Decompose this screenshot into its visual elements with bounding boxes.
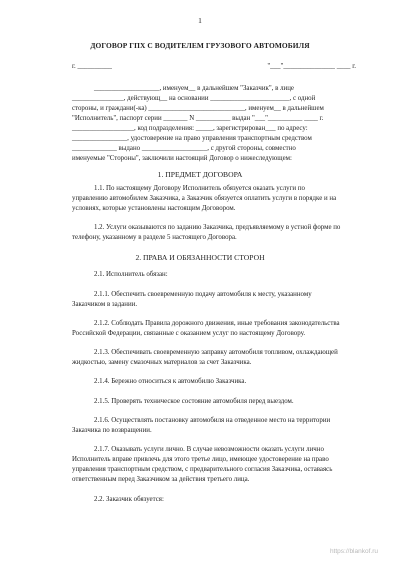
clause-2-1-2: 2.1.2. Соблюдать Правила дорожного движения, иные требования законодательства	[94, 320, 340, 327]
clause-1-2: телефону, указанному в разделе 5 настоящего Договора.	[72, 234, 237, 241]
clause-2-1-4: 2.1.4. Бережно относиться к автомобилю Заказчика.	[94, 378, 247, 385]
preamble-line: __________________, код подразделения: _____, зарегистрирован___ по адресу:	[72, 125, 308, 132]
clause-1-1: условиях, которые установлены настоящим Договором.	[72, 205, 236, 212]
clause-2-1-6: Заказчика по возвращении.	[72, 427, 152, 434]
watermark: https://blankof.ru	[329, 548, 378, 555]
clause-1-1: 1.1. По настоящему Договору Исполнитель обязуется оказать услуги по	[94, 185, 305, 192]
preamble-line: ________________, удостоверение на право управления транспортным средством	[72, 135, 312, 142]
clause-2-1-1: 2.1.1. Обеспечить своевременную подачу автомобиля к месту, указанному	[94, 291, 312, 298]
clause-2-1-5: 2.1.5. Проверять техническое состояние автомобиля перед выездом.	[94, 398, 294, 405]
section-2-heading: 2. ПРАВА И ОБЯЗАННОСТИ СТОРОН	[135, 253, 265, 262]
section-1-heading: 1. ПРЕДМЕТ ДОГОВОРА	[157, 170, 243, 179]
clause-2-1-7: 2.1.7. Оказывать услуги лично. В случае невозможности оказать услуги лично	[94, 446, 324, 453]
city-line: г. __________	[72, 63, 112, 70]
preamble-line: ___________________, именуем__ в дальнейшем "Заказчик", в лице	[94, 85, 294, 92]
clause-2-1: 2.1. Исполнитель обязан:	[94, 271, 168, 278]
clause-2-1-6: 2.1.6. Осуществлять постановку автомобиля на отведенное место на территории	[94, 417, 331, 424]
preamble-line: _______________, действующ__ на основании _______________________, с одной	[72, 95, 316, 102]
date-line: "___"_______________ ____ г.	[267, 63, 356, 70]
clause-1-1: управлению автомобилем Заказчика, а Заказчик обязуется оплатить услуги в порядке и на	[72, 195, 337, 202]
preamble-line: стороны, и граждани(-ка) ____________________________, именуем__ в дальнейшем	[72, 105, 324, 112]
document-title: ДОГОВОР ГПХ С ВОДИТЕЛЕМ ГРУЗОВОГО АВТОМОБИЛЯ	[90, 41, 310, 50]
preamble-line: _____________ выдано ___________________, с другой стороны, совместно	[72, 145, 296, 152]
clause-2-1-1: Заказчиком в задании.	[72, 301, 138, 308]
clause-2-1-7: управления транспортным средством, с предварительного согласия Заказчика, оставаясь	[72, 466, 333, 473]
clause-2-2: 2.2. Заказчик обязуется:	[94, 496, 164, 503]
preamble-line: "Исполнитель", паспорт серии _______ N __________ выдан "___"__________ ____ г.	[72, 115, 324, 122]
clause-2-1-7: ответственным перед Заказчиком за действия третьего лица.	[72, 476, 250, 483]
page-number: 1	[198, 16, 202, 25]
preamble-line: именуемые "Стороны", заключили настоящий Договор о нижеследующем:	[72, 155, 292, 162]
clause-2-1-2: Российской Федерации, связанные с оказанием услуг по настоящему Договору.	[72, 330, 306, 337]
clause-2-1-3: 2.1.3. Обеспечивать своевременную заправку автомобиля топливом, охлаждающей	[94, 349, 338, 356]
clause-2-1-3: жидкостью, замену смазочных материалов за счет Заказчика.	[72, 359, 252, 366]
clause-1-2: 1.2. Услуги оказываются по заданию Заказчика, предъявляемому в устной форме по	[94, 224, 341, 231]
clause-2-1-7: Исполнитель вправе привлечь для этого третье лицо, имеющее удостоверение на право	[72, 456, 329, 463]
